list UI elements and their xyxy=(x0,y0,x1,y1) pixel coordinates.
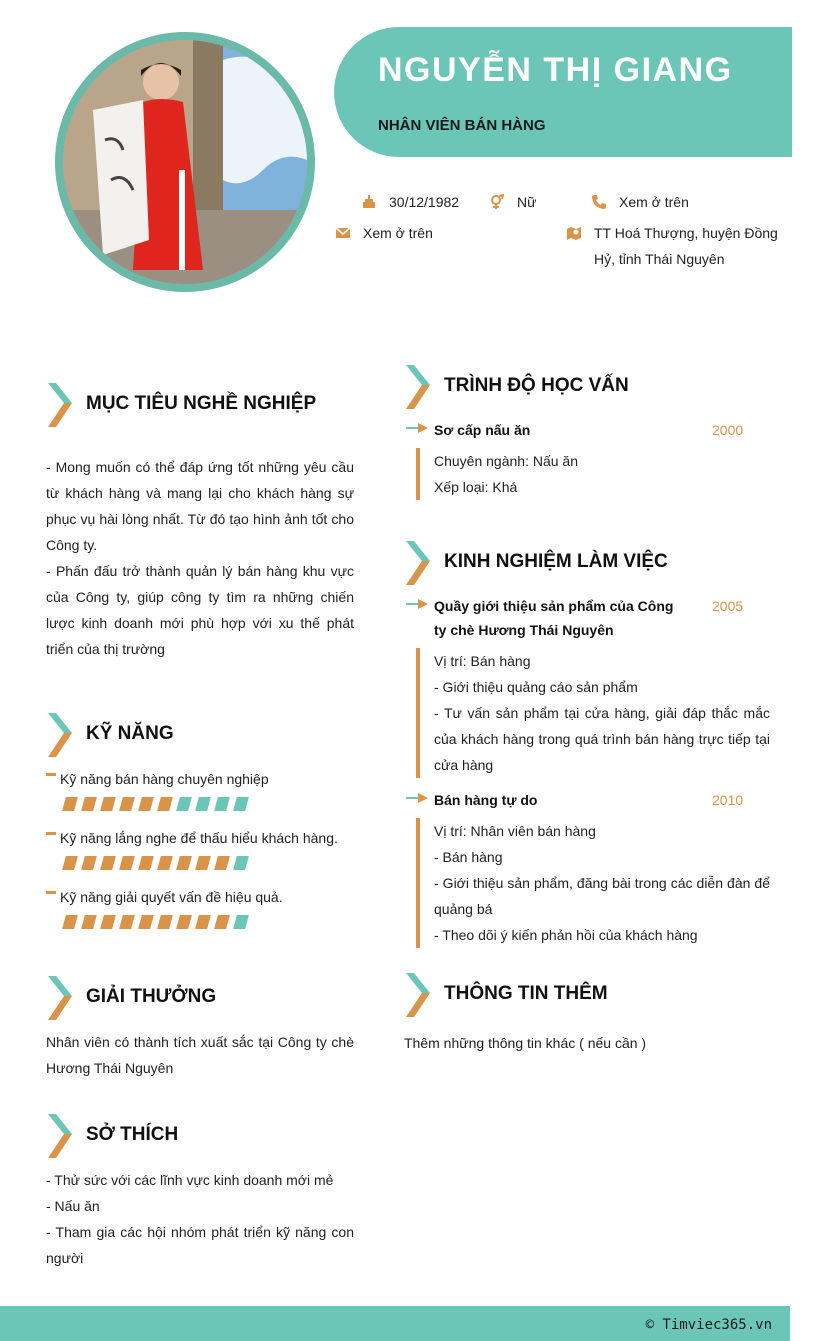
avatar-photo xyxy=(63,40,307,284)
skill-rating xyxy=(64,915,356,929)
experience-details xyxy=(416,648,770,778)
skill-segment-empty xyxy=(176,797,192,811)
skill-segment-filled xyxy=(138,797,154,811)
education-degree: Sơ cấp nấu ăn xyxy=(434,422,531,438)
name-banner xyxy=(334,27,792,157)
education-year: 2000 xyxy=(712,422,744,438)
education-title: TRÌNH ĐỘ HỌC VẤN xyxy=(444,375,629,396)
more-info-text xyxy=(404,1030,770,1056)
chevron-icon xyxy=(48,713,76,757)
experience-year: 2010 xyxy=(712,792,744,808)
avatar xyxy=(63,40,307,284)
experience-line: - Giới thiệu sản phẩm, đăng bài trong các diễn đàn để quảng bá xyxy=(434,875,770,917)
hobbies-title: SỞ THÍCH xyxy=(86,1124,179,1145)
skill-segment-empty xyxy=(214,797,230,811)
education-line: Xếp loại: Khá xyxy=(434,479,518,495)
more-info-title: THÔNG TIN THÊM xyxy=(444,983,608,1004)
awards-title: GIẢI THƯỞNG xyxy=(86,986,217,1007)
skill-label: Kỹ năng lắng nghe để thấu hiểu khách hàng. xyxy=(46,828,356,848)
skill-segment-filled xyxy=(157,797,173,811)
objective-p2: - Phấn đấu trở thành quản lý bán hàng khu vực của Công ty, giúp công ty tìm ra những chiến lược kinh doanh mới phù hợp với xu thế phát triển của thị trường xyxy=(46,563,354,657)
experience-details xyxy=(416,818,770,948)
hobby-line: - Tham gia các hội nhóm phát triển kỹ năng con người xyxy=(46,1224,354,1266)
skill-rating xyxy=(64,797,356,811)
skills-title: KỸ NĂNG xyxy=(86,723,174,744)
skill-rating xyxy=(64,856,356,870)
experience-year: 2005 xyxy=(712,598,744,614)
skill-item xyxy=(46,769,356,811)
skill-segment-filled xyxy=(100,797,116,811)
skill-segment-filled xyxy=(119,856,135,870)
job-title: NHÂN VIÊN BÁN HÀNG xyxy=(378,117,546,134)
skill-label: Kỹ năng giải quyết vấn đề hiệu quả. xyxy=(46,887,356,907)
skill-segment-filled xyxy=(214,915,230,929)
more-info-line: Thêm những thông tin khác ( nếu cần ) xyxy=(404,1035,647,1051)
skill-segment-filled xyxy=(195,856,211,870)
skill-segment-filled xyxy=(62,856,78,870)
skill-segment-filled xyxy=(195,915,211,929)
skill-segment-filled xyxy=(100,915,116,929)
chevron-icon xyxy=(48,1114,76,1158)
education-entry xyxy=(404,418,770,502)
chevron-icon xyxy=(406,973,434,1017)
skill-segment-filled xyxy=(119,915,135,929)
objective-text xyxy=(46,454,354,662)
envelope-icon xyxy=(335,225,351,241)
awards-text xyxy=(46,1029,354,1081)
arrow-icon xyxy=(406,422,430,434)
phone-icon xyxy=(591,194,607,210)
skill-segment-empty xyxy=(233,797,249,811)
phone-text: Xem ở trên xyxy=(619,194,689,210)
skill-segment-filled xyxy=(62,797,78,811)
education-details xyxy=(416,448,770,500)
skill-label: Kỹ năng bán hàng chuyên nghiệp xyxy=(46,769,356,789)
awards-p1: Nhân viên có thành tích xuất sắc tại Công ty chè Hương Thái Nguyên xyxy=(46,1034,354,1076)
skill-segment-filled xyxy=(119,797,135,811)
hobby-line: - Thử sức với các lĩnh vực kinh doanh mới mẻ xyxy=(46,1172,334,1188)
education-line: Chuyên ngành: Nấu ăn xyxy=(434,453,578,469)
skill-segment-filled xyxy=(81,915,97,929)
experience-line: - Giới thiệu quảng cáo sản phẩm xyxy=(434,679,638,695)
hobbies-text xyxy=(46,1167,354,1271)
chevron-icon xyxy=(48,383,76,427)
arrow-icon xyxy=(406,792,430,804)
hobby-line: - Nấu ăn xyxy=(46,1198,100,1214)
skill-segment-filled xyxy=(214,856,230,870)
experience-company: Quầy giới thiệu sản phẩm của Công ty chè Hương Thái Nguyên xyxy=(434,598,674,638)
footer-copyright: © Timviec365.vn xyxy=(645,1317,772,1333)
objective-title: MỤC TIÊU NGHỀ NGHIỆP xyxy=(86,393,317,414)
cake-icon xyxy=(361,194,377,210)
skill-segment-filled xyxy=(157,856,173,870)
chevron-icon xyxy=(406,541,434,585)
gender-text: Nữ xyxy=(517,194,537,210)
experience-line: Vị trí: Nhân viên bán hàng xyxy=(434,823,596,839)
gender-icon xyxy=(489,194,505,210)
chevron-icon xyxy=(48,976,76,1020)
skill-segment-empty xyxy=(195,797,211,811)
avatar-frame xyxy=(55,32,315,292)
objective-p1: - Mong muốn có thể đáp ứng tốt những yêu cầu từ khách hàng và mang lại cho khách hàng sự phục vụ hài lòng nhất. Từ đó tạo hình ảnh tốt cho Công ty. xyxy=(46,459,354,553)
skill-segment-empty xyxy=(233,915,249,929)
skill-segment-empty xyxy=(233,856,249,870)
experience-line: - Bán hàng xyxy=(434,849,503,865)
skill-item xyxy=(46,887,356,929)
skill-segment-filled xyxy=(62,915,78,929)
skill-item xyxy=(46,828,356,870)
skill-segment-filled xyxy=(100,856,116,870)
birthday-text: 30/12/1982 xyxy=(389,194,460,210)
candidate-name: NGUYỄN THỊ GIANG xyxy=(378,51,733,89)
experience-title: KINH NGHIỆM LÀM VIỆC xyxy=(444,551,668,572)
experience-line: - Theo dõi ý kiến phản hồi của khách hàng xyxy=(434,927,698,943)
skill-segment-filled xyxy=(138,915,154,929)
chevron-icon xyxy=(406,365,434,409)
experience-company: Bán hàng tự do xyxy=(434,792,538,808)
address-line1: TT Hoá Thượng, huyện Đồng xyxy=(594,225,778,241)
address-line2: Hỷ, tỉnh Thái Nguyên xyxy=(594,251,725,267)
experience-line: Vị trí: Bán hàng xyxy=(434,653,531,669)
arrow-icon xyxy=(406,598,430,610)
skill-segment-filled xyxy=(157,915,173,929)
skill-segment-filled xyxy=(81,797,97,811)
skill-segment-filled xyxy=(176,856,192,870)
experience-line: - Tư vấn sản phẩm tại cửa hàng, giải đáp thắc mắc của khách hàng trong quá trình bán hàng trực tiếp tại cửa hàng xyxy=(434,705,770,773)
skill-segment-filled xyxy=(81,856,97,870)
map-pin-icon xyxy=(566,225,582,241)
skill-segment-filled xyxy=(176,915,192,929)
skill-segment-filled xyxy=(138,856,154,870)
email-text: Xem ở trên xyxy=(363,225,433,241)
footer-bar xyxy=(0,1306,790,1341)
